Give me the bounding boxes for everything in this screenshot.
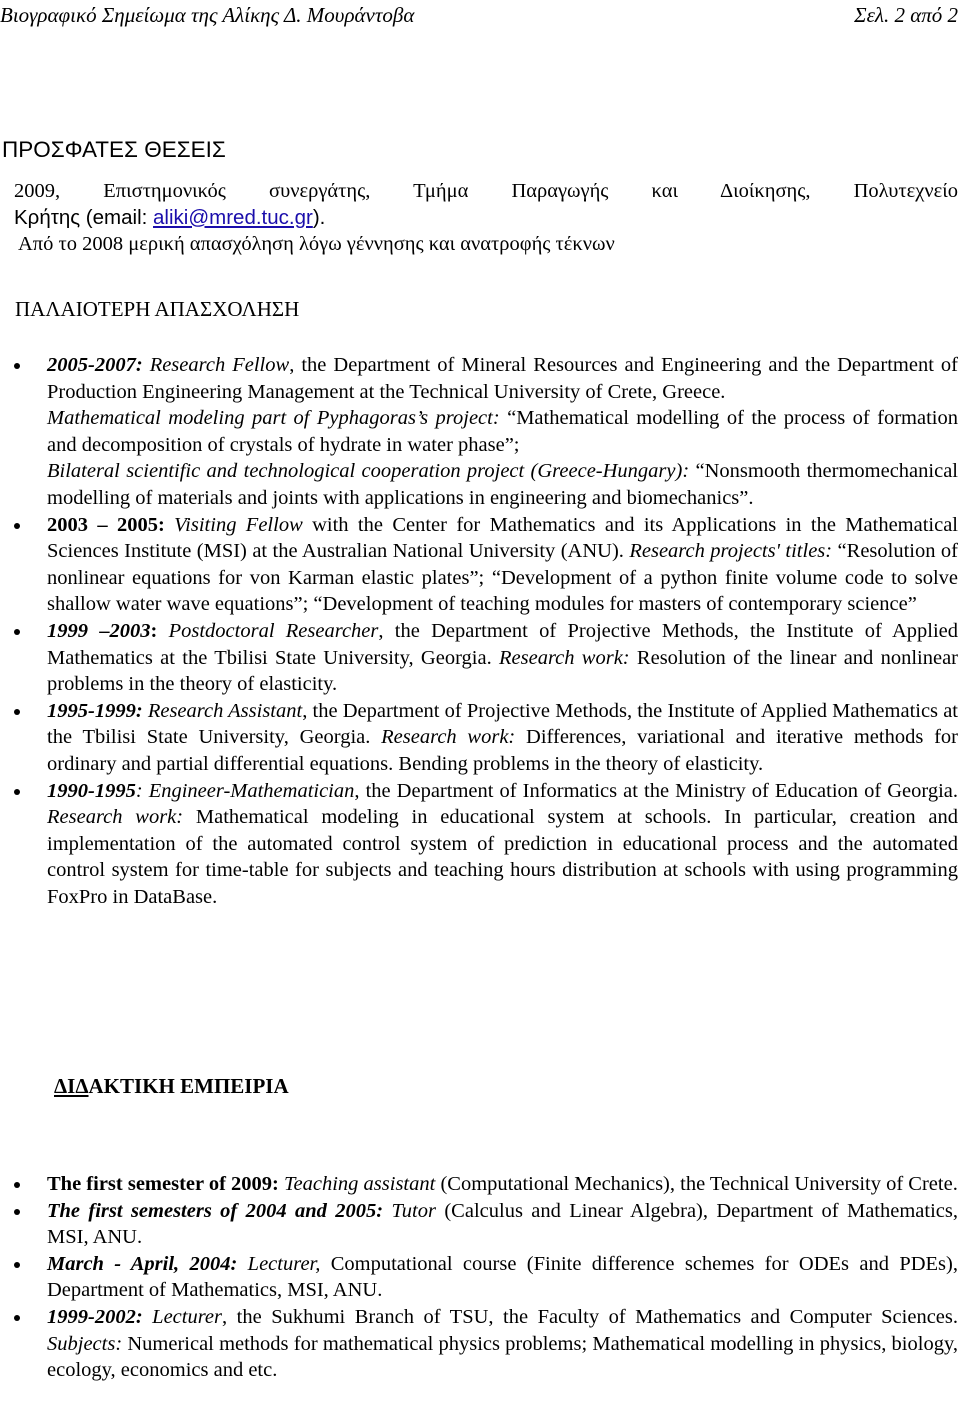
text-segment: “Nonsmooth thermomechanical modelling of materials and joints with applications in engineering and biomechanics”. xyxy=(47,460,958,509)
text-segment: Subjects: xyxy=(47,1332,123,1355)
older-employment-list xyxy=(0,352,960,910)
text-segment: Research Fellow xyxy=(142,354,290,376)
text-segment: Research work: xyxy=(499,646,630,669)
teaching-heading-rest: ΑΚΤΙΚΗ ΕΜΠΕΙΡΙΑ xyxy=(88,1074,289,1098)
page-header xyxy=(0,2,958,28)
text-segment: Numerical methods for mathematical physics problems; Mathematical modelling in physics, biology, ecology, economics and etc. xyxy=(47,1332,958,1382)
text-segment: Research Assistant xyxy=(142,699,303,722)
text-segment: 1999-2002: xyxy=(47,1305,143,1328)
text-segment: Mathematical modeling part of Pyphagoras’s project: xyxy=(47,407,500,430)
text-segment: 2003 xyxy=(109,619,151,642)
text-segment: : xyxy=(150,619,158,642)
text-segment: Differences, variational and iterative methods for ordinary and partial differential equations. Bending problems in the theory of elasticity. xyxy=(47,726,958,775)
text-segment: Computational course (Finite difference schemes for ODEs and PDEs), Department of Mathematics, MSI, ANU. xyxy=(47,1252,958,1302)
text-segment: : Engineer-Mathematician xyxy=(135,779,355,802)
text-segment: Postdoctoral Researcher xyxy=(157,619,379,642)
text-segment: Resolution of the linear and nonlinear problems in the theory of elasticity. xyxy=(47,646,958,696)
text-segment: Lecturer xyxy=(142,1305,223,1328)
teaching-experience-list xyxy=(0,1171,960,1384)
text-segment: The first semester of 2009: xyxy=(47,1173,279,1195)
recent-line-2-suffix: ). xyxy=(312,205,326,229)
text-segment: Visiting Fellow xyxy=(164,513,303,536)
text-segment: Research work: xyxy=(381,726,516,749)
teaching-experience-heading xyxy=(54,1073,289,1099)
text-segment: with the Center for Mathematics and its Applications in the Mathematical Sciences Institute (MSI) at the Australian National University (ANU). xyxy=(47,513,958,563)
list-item xyxy=(0,698,960,778)
text-segment: 1995-1999: xyxy=(47,699,143,722)
text-segment: 1999 xyxy=(47,619,88,642)
text-segment: , the Sukhumi Branch of TSU, the Faculty of Mathematics and Computer Sciences. xyxy=(222,1305,958,1328)
text-segment: Lecturer, xyxy=(237,1252,321,1275)
header-page-number: Σελ. 2 από 2 xyxy=(854,3,958,27)
text-segment: , the Department of Informatics at the Ministry of Education of Georgia. xyxy=(354,779,958,802)
recent-line-3: Από το 2008 μερική απασχόληση λόγω γέννησης και ανατροφής τέκνων xyxy=(18,233,615,256)
list-item xyxy=(0,352,960,512)
text-segment: – xyxy=(88,619,110,642)
text-segment: Research projects' titles: xyxy=(629,540,833,563)
recent-line-2 xyxy=(0,205,960,232)
text-segment: Bilateral scientific and technological cooperation project (Greece-Hungary): xyxy=(47,460,690,483)
recent-positions-heading: ΠΡΟΣΦΑΤΕΣ ΘΕΣΕΙΣ xyxy=(2,137,226,162)
text-segment: The first semesters of 2004 and 2005: xyxy=(47,1199,384,1222)
header-title: Βιογραφικό Σημείωμα της Αλίκης Δ. Μουράντοβα xyxy=(0,3,415,27)
recent-line-2-prefix: Κρήτης (email: xyxy=(14,205,154,229)
older-employment-heading: ΠΑΛΑΙΟΤΕΡΗ ΑΠΑΣΧΟΛΗΣΗ xyxy=(15,297,300,321)
list-item xyxy=(0,1251,960,1304)
text-segment: March - April, 2004: xyxy=(47,1252,238,1275)
text-segment: (Calculus and Linear Algebra), Department of Mathematics, MSI, ANU. xyxy=(47,1199,958,1249)
list-item xyxy=(0,1171,960,1198)
text-segment: , the Department of Mineral Resources and Engineering and the Department of Production Engineering Management at the Technical University of Crete, Greece. xyxy=(47,354,958,403)
list-item xyxy=(0,512,960,618)
teaching-heading-underlined: ΔΙΔ xyxy=(54,1074,89,1098)
recent-line-1: 2009, Επιστημονικός συνεργάτης, Τμήμα Παραγωγής και Διοίκησης, Πολυτεχνείο xyxy=(14,180,958,202)
list-item xyxy=(0,1304,960,1384)
text-segment: , the Department of Projective Methods, the Institute of Applied Mathematics at the Tbilisi State University, Georgia. xyxy=(47,619,958,669)
email-link[interactable]: aliki@mred.tuc.gr xyxy=(153,205,313,229)
text-segment: (Computational Mechanics), the Technical University of Crete. xyxy=(435,1173,958,1195)
text-segment: 2003 – 2005: xyxy=(47,513,165,536)
list-item xyxy=(0,1198,960,1251)
list-item xyxy=(0,618,960,698)
text-segment: 2005-2007: xyxy=(47,354,143,376)
text-segment: Mathematical modeling in educational system at schools. In particular, creation and implementation of the automated control system of prediction in educational process and the automated control system for time-table for subjects and teaching hours distribution at schools with using programming FoxPro in DataBase. xyxy=(47,806,958,908)
recent-positions-section xyxy=(0,178,960,258)
text-segment: “Mathematical modelling of the process of formation and decomposition of crystals of hydrate in water phase”; xyxy=(47,407,958,456)
text-segment: Teaching assistant xyxy=(278,1173,436,1195)
text-segment: , the Department of Projective Methods, the Institute of Applied Mathematics at the Tbilisi State University, Georgia. xyxy=(47,699,959,749)
text-segment: Tutor xyxy=(383,1199,436,1222)
list-item xyxy=(0,778,960,911)
text-segment: “Resolution of nonlinear equations for von Karman elastic plates”; “Development of a python finite volume code to solve shallow water wave equations”; “Development of teaching modules for masters of contemporary science” xyxy=(47,540,958,616)
text-segment: Research work: xyxy=(47,806,184,829)
text-segment: 1990-1995 xyxy=(47,779,136,802)
